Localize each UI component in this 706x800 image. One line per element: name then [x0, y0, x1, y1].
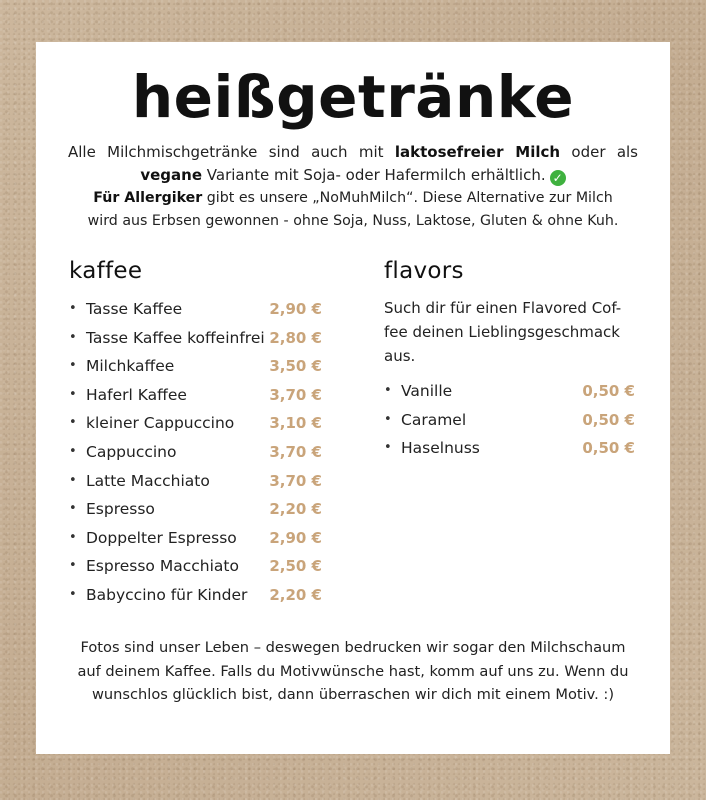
flavors-description-line-2: fee deinen Lieblingsgeschmack — [384, 323, 620, 341]
item-price: 2,20 € — [269, 500, 322, 519]
flavors-description-line-3: aus. — [384, 347, 416, 365]
flavors-description — [384, 296, 636, 368]
intro-line-2-suffix: Variante mit Soja- oder Hafermilch erhältlich. — [202, 166, 546, 184]
bullet-icon: • — [69, 443, 77, 459]
item-name: Haselnuss — [401, 439, 480, 458]
flavor-item — [384, 434, 635, 463]
bullet-icon: • — [384, 383, 392, 398]
kaffee-item — [69, 352, 322, 381]
intro-lactose-free: laktosefreier Milch — [394, 143, 561, 161]
item-name: Espresso Macchiato — [86, 557, 239, 576]
item-name: Cappuccino — [86, 442, 177, 461]
item-name: Vanille — [401, 382, 453, 400]
intro-vegan: vegane — [140, 166, 203, 184]
intro-line-1-suffix: oder als — [560, 143, 638, 161]
flavor-item — [384, 377, 635, 406]
item-price: 3,70 € — [269, 385, 322, 404]
bullet-icon: • — [69, 386, 77, 402]
item-name: Babyccino für Kinder — [86, 585, 248, 604]
item-name: Espresso — [86, 500, 155, 519]
intro-text — [68, 141, 638, 233]
item-name: Caramel — [401, 410, 467, 429]
flavors-description-line-1: Such dir für einen Flavored Cof- — [384, 299, 622, 317]
flavor-item — [384, 406, 635, 435]
item-name: Haferl Kaffee — [86, 385, 187, 404]
page-title: heißgetränke — [131, 63, 575, 131]
flavors-list — [384, 377, 635, 463]
kaffee-item — [69, 409, 322, 438]
intro-line-3-suffix: gibt es unsere „NoMuhMilch“. Diese Alternative zur Milch — [202, 190, 613, 206]
footer-line-3: wunschlos glücklich bist, dann überraschen wir dich mit einem Motiv. :) — [91, 686, 615, 703]
item-price: 2,80 € — [269, 328, 322, 347]
kaffee-item — [69, 524, 322, 553]
intro-line-1 — [68, 141, 638, 164]
bullet-icon: • — [69, 472, 77, 488]
kaffee-item — [69, 295, 322, 324]
item-price: 3,50 € — [269, 357, 322, 376]
bullet-icon: • — [69, 558, 77, 574]
item-name: Doppelter Espresso — [86, 528, 237, 547]
bullet-icon: • — [69, 586, 77, 602]
item-price: 0,50 € — [582, 439, 635, 458]
footer-text — [68, 636, 638, 707]
item-name: kleiner Cappuccino — [86, 414, 235, 433]
bullet-icon: • — [69, 415, 77, 431]
bullet-icon: • — [384, 411, 392, 427]
footer-line-2: auf deinem Kaffee. Falls du Motivwünsche hast, komm auf uns zu. Wenn du — [77, 662, 629, 680]
bullet-icon: • — [69, 329, 77, 345]
kaffee-item — [69, 467, 322, 496]
item-name: Tasse Kaffee koffeinfrei — [86, 328, 265, 347]
item-name: Latte Macchiato — [86, 471, 210, 490]
item-price: 2,20 € — [269, 585, 322, 604]
bullet-icon: • — [69, 529, 77, 545]
kaffee-list — [69, 295, 322, 610]
kaffee-item — [69, 438, 322, 467]
menu-card — [36, 42, 670, 754]
bullet-icon: • — [69, 301, 77, 316]
item-price: 3,70 € — [269, 442, 322, 461]
kaffee-item — [69, 552, 322, 581]
intro-line-1-prefix: Alle Milchmischgetränke sind auch mit — [68, 143, 395, 161]
kaffee-item — [69, 324, 322, 353]
item-price: 2,90 € — [269, 300, 322, 318]
kaffee-item — [69, 381, 322, 410]
footer-line-1: Fotos sind unser Leben – deswegen bedrucken wir sogar den Milchschaum — [80, 639, 626, 656]
item-price: 2,50 € — [269, 557, 322, 576]
item-name: Tasse Kaffee — [86, 300, 183, 318]
item-price: 0,50 € — [582, 382, 635, 400]
check-icon: ✓ — [550, 170, 566, 186]
intro-line-3 — [68, 187, 638, 210]
item-price: 3,10 € — [269, 414, 322, 433]
bullet-icon: • — [69, 501, 77, 517]
intro-allergy: Für Allergiker — [93, 190, 203, 206]
intro-line-4: wird aus Erbsen gewonnen - ohne Soja, Nuss, Laktose, Gluten & ohne Kuh. — [87, 213, 619, 229]
bullet-icon: • — [69, 358, 77, 374]
flavors-heading: flavors — [384, 258, 464, 284]
kaffee-item — [69, 581, 322, 610]
item-price: 0,50 € — [582, 410, 635, 429]
kaffee-heading: kaffee — [69, 258, 143, 284]
bullet-icon: • — [384, 440, 392, 456]
item-price: 3,70 € — [269, 471, 322, 490]
kaffee-item — [69, 495, 322, 524]
intro-line-2 — [68, 164, 638, 187]
item-price: 2,90 € — [269, 528, 322, 547]
item-name: Milchkaffee — [86, 357, 175, 376]
